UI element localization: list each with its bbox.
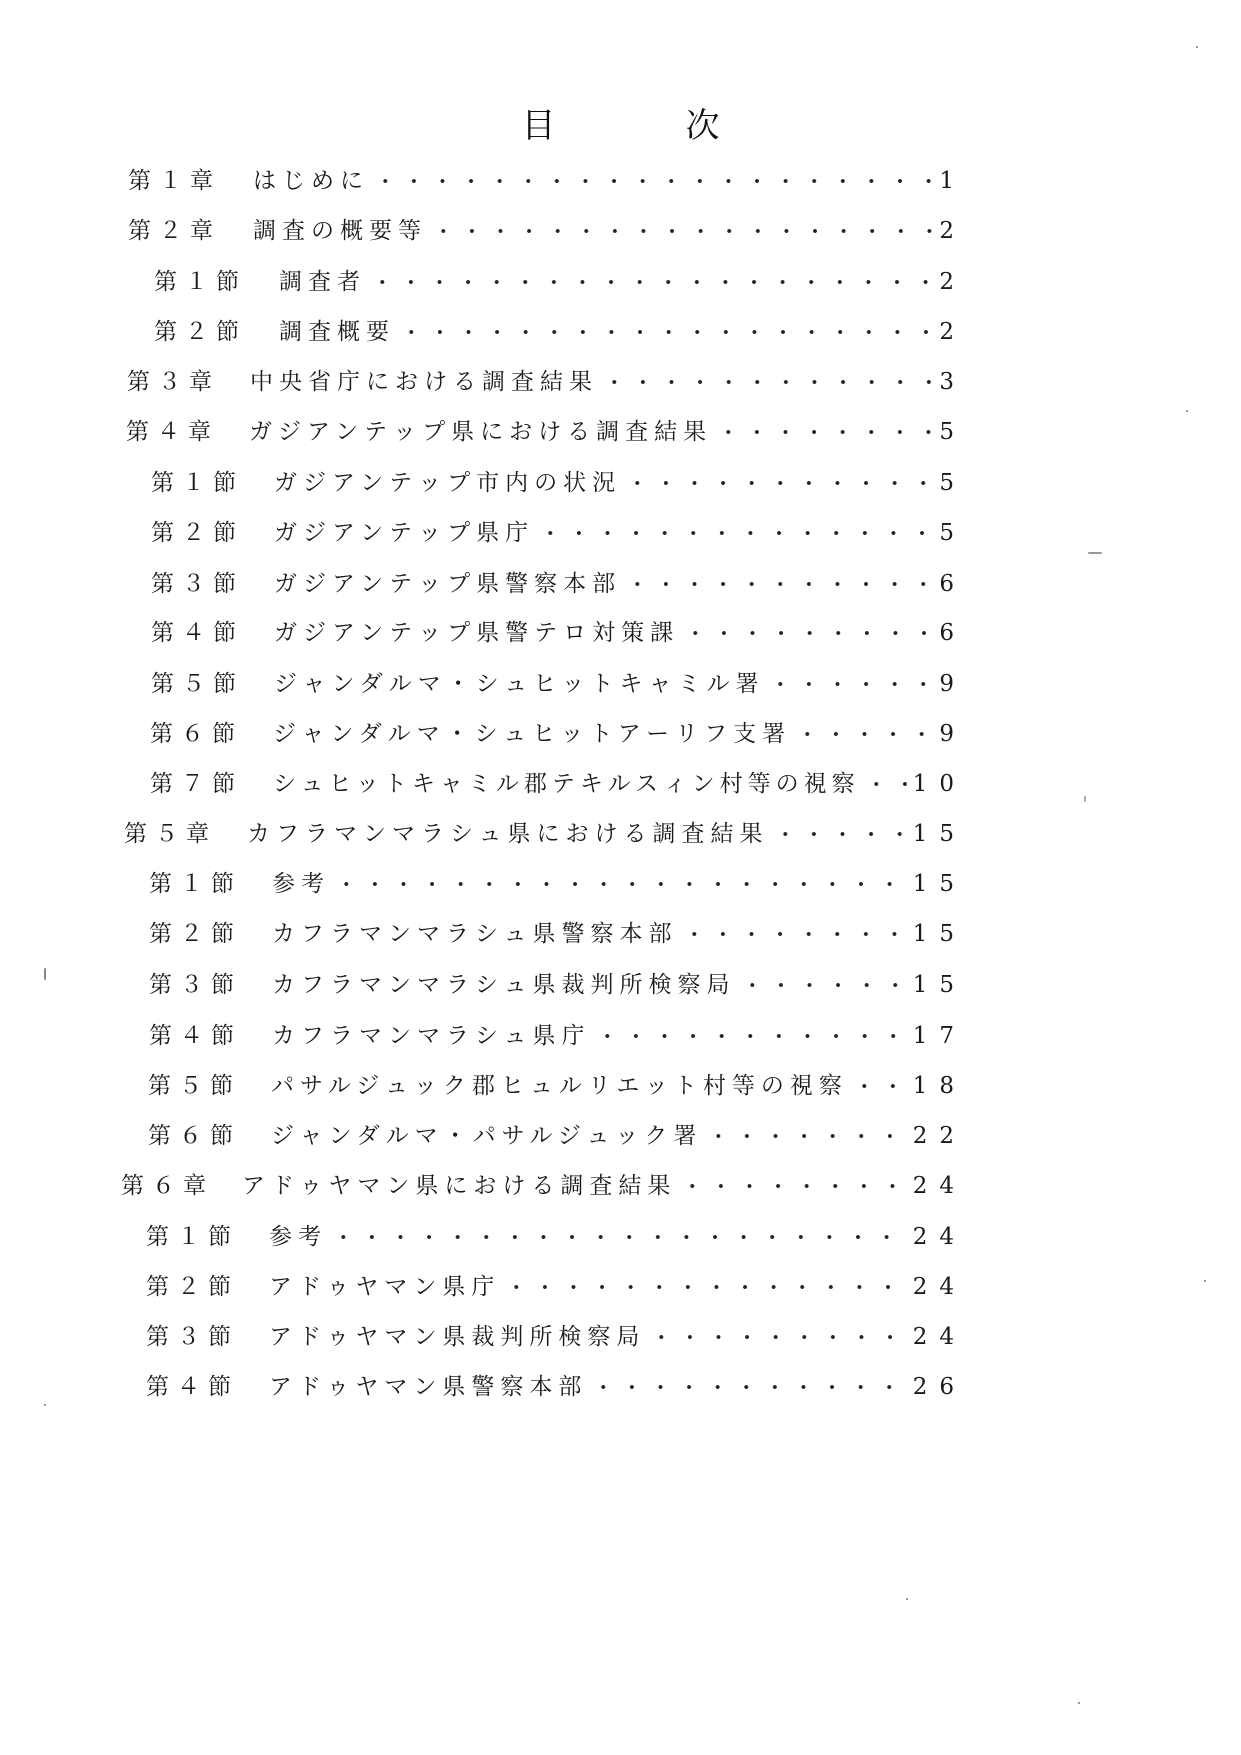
entry-number: 第４節: [151, 620, 244, 646]
scan-speck: [1088, 552, 1102, 554]
entry-page: 6: [939, 620, 966, 646]
entry-page: 18: [912, 1073, 966, 1099]
entry-number: 第６節: [150, 721, 243, 747]
entry-number: 第１節: [154, 269, 247, 295]
entry-page: 24: [912, 1224, 966, 1250]
entry-label: アドゥヤマン県警察本部: [269, 1374, 588, 1400]
toc-entry[interactable]: [151, 465, 966, 501]
toc-entry[interactable]: [150, 766, 966, 802]
dot-leader: [680, 916, 909, 952]
scan-speck: [1084, 796, 1086, 802]
dot-leader: [714, 414, 935, 450]
scan-speck: [906, 1598, 908, 1600]
toc-entry[interactable]: [151, 615, 966, 651]
dot-leader: [600, 364, 935, 400]
entry-page: 15: [912, 921, 966, 947]
dot-leader: [589, 1369, 908, 1405]
toc-entry[interactable]: [151, 515, 966, 551]
entry-number: 第４節: [149, 1023, 242, 1049]
entry-label: カフラマンマラシュ県における調査結果: [247, 821, 769, 847]
entry-page: 10: [912, 771, 966, 797]
entry-number: 第１節: [151, 470, 244, 496]
scan-speck: [1196, 46, 1198, 48]
toc-entry[interactable]: [146, 1269, 966, 1305]
dot-leader: [429, 213, 935, 249]
toc-entry[interactable]: [124, 816, 966, 852]
toc-entry[interactable]: [126, 414, 966, 450]
entry-number: 第１章: [128, 168, 221, 194]
entry-label: 中央省庁における調査結果: [250, 369, 598, 395]
entry-number: 第６節: [148, 1123, 241, 1149]
entry-page: 1: [939, 168, 966, 194]
scan-speck: [44, 1404, 46, 1406]
dot-leader: [850, 1068, 909, 1104]
dot-leader: [623, 566, 935, 602]
entry-label: カフラマンマラシュ県裁判所検察局: [272, 972, 736, 998]
entry-label: 調査者: [279, 269, 366, 295]
entry-label: パサルジュック郡ヒュルリエット村等の視察: [271, 1073, 848, 1099]
entry-page: 2: [939, 269, 966, 295]
entry-label: ジャンダルマ・シュヒットキャミル署: [274, 671, 765, 697]
toc-entry[interactable]: [148, 1118, 966, 1154]
entry-label: ガジアンテップ県庁: [274, 520, 535, 546]
entry-page: 2: [939, 319, 966, 345]
entry-number: 第１節: [149, 871, 242, 897]
toc-entry[interactable]: [146, 1319, 966, 1355]
toc-entry[interactable]: [151, 566, 966, 602]
entry-page: 15: [912, 871, 966, 897]
entry-page: 9: [939, 721, 966, 747]
toc-entry[interactable]: [128, 213, 966, 249]
entry-number: 第３節: [151, 571, 244, 597]
entry-page: 26: [912, 1374, 966, 1400]
entry-label: カフラマンマラシュ県警察本部: [272, 921, 678, 947]
entry-page: 15: [912, 821, 966, 847]
toc-entry[interactable]: [149, 866, 966, 902]
dot-leader: [771, 816, 909, 852]
entry-label: ガジアンテップ市内の状況: [274, 470, 622, 496]
toc-entry[interactable]: [128, 163, 966, 199]
entry-label: はじめに: [253, 168, 369, 194]
entry-number: 第７節: [150, 771, 243, 797]
entry-label: 参考: [269, 1224, 327, 1250]
entry-page: 24: [912, 1324, 966, 1350]
entry-label: ジャンダルマ・パサルジュック署: [271, 1123, 703, 1149]
dot-leader: [502, 1269, 908, 1305]
toc-entry[interactable]: [146, 1219, 966, 1255]
toc-entry[interactable]: [154, 264, 966, 300]
scan-speck: [1078, 1702, 1080, 1704]
entry-number: 第２節: [151, 520, 244, 546]
dot-leader: [862, 766, 909, 802]
entry-page: 2: [939, 218, 966, 244]
entry-label: アドゥヤマン県庁: [269, 1274, 501, 1300]
entry-label: シュヒットキャミル郡テキルスィン村等の視察: [273, 771, 860, 797]
dot-leader: [793, 716, 935, 752]
dot-leader: [593, 1018, 909, 1054]
entry-page: 17: [912, 1023, 966, 1049]
entry-page: 9: [939, 671, 966, 697]
dot-leader: [371, 163, 935, 199]
dot-leader: [332, 866, 909, 902]
entry-page: 22: [912, 1123, 966, 1149]
entry-number: 第２節: [146, 1274, 239, 1300]
entry-number: 第３章: [127, 369, 220, 395]
dot-leader: [678, 1168, 908, 1204]
toc-entry[interactable]: [149, 1018, 966, 1054]
entry-number: 第６章: [121, 1173, 214, 1199]
toc-entry[interactable]: [146, 1369, 966, 1405]
entry-label: ガジアンテップ県警察本部: [274, 571, 622, 597]
entry-label: ガジアンテップ県における調査結果: [249, 419, 713, 445]
entry-page: 24: [912, 1274, 966, 1300]
entry-number: 第５章: [124, 821, 217, 847]
entry-page: 15: [912, 972, 966, 998]
scan-speck: [1186, 410, 1188, 412]
dot-leader: [681, 615, 935, 651]
entry-number: 第５節: [151, 671, 244, 697]
toc-entry[interactable]: [127, 364, 966, 400]
entry-label: 調査概要: [279, 319, 395, 345]
entry-number: 第３節: [146, 1324, 239, 1350]
dot-leader: [738, 967, 909, 1003]
dot-leader: [329, 1219, 909, 1255]
entry-label: アドゥヤマン県における調査結果: [242, 1173, 677, 1199]
entry-label: 参考: [272, 871, 330, 897]
toc-entry[interactable]: [121, 1168, 966, 1204]
dot-leader: [704, 1118, 908, 1154]
entry-label: ガジアンテップ県警テロ対策課: [274, 620, 680, 646]
dot-leader: [766, 666, 935, 702]
entry-label: アドゥヤマン県裁判所検察局: [269, 1324, 646, 1350]
toc-entry[interactable]: [151, 666, 966, 702]
entry-page: 3: [939, 369, 966, 395]
page-title: 目 次: [521, 106, 768, 146]
toc-entry[interactable]: [149, 916, 966, 952]
entry-label: ジャンダルマ・シュヒットアーリフ支署: [273, 721, 792, 747]
scan-speck: [1204, 1280, 1206, 1282]
entry-number: 第３節: [149, 972, 242, 998]
entry-number: 第１節: [146, 1224, 239, 1250]
dot-leader: [536, 515, 935, 551]
entry-number: 第４節: [146, 1374, 239, 1400]
entry-page: 6: [939, 571, 966, 597]
dot-leader: [623, 465, 935, 501]
entry-page: 5: [939, 470, 966, 496]
entry-number: 第４章: [126, 419, 219, 445]
entry-label: 調査の概要等: [253, 218, 427, 244]
entry-number: 第２節: [149, 921, 242, 947]
entry-number: 第２節: [154, 319, 247, 345]
dot-leader: [647, 1319, 908, 1355]
dot-leader: [397, 314, 935, 350]
dot-leader: [368, 264, 935, 300]
entry-page: 24: [912, 1173, 966, 1199]
entry-number: 第５節: [148, 1073, 241, 1099]
toc-entry[interactable]: [154, 314, 966, 350]
entry-page: 5: [939, 419, 966, 445]
entry-page: 5: [939, 520, 966, 546]
toc-entry[interactable]: [149, 967, 966, 1003]
entry-number: 第２章: [128, 218, 221, 244]
scan-speck: [44, 968, 46, 980]
toc-entry[interactable]: [148, 1068, 966, 1104]
toc-entry[interactable]: [150, 716, 966, 752]
entry-label: カフラマンマラシュ県庁: [272, 1023, 591, 1049]
